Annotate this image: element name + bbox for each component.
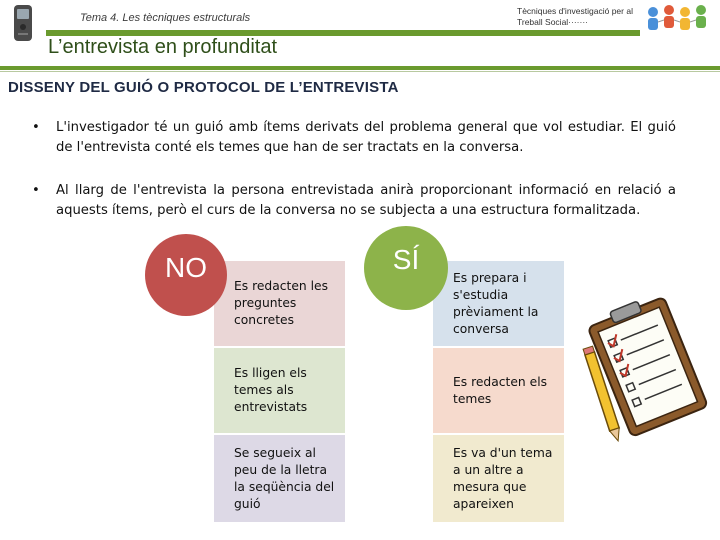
no-item-text: Es lligen els temes als entrevistats (234, 366, 308, 414)
no-item (214, 261, 345, 346)
people-network-icon (643, 2, 717, 38)
bullet-item (32, 118, 676, 158)
si-item (433, 261, 564, 346)
si-item (433, 435, 564, 522)
no-item-text: Es redacten les preguntes concretes (234, 279, 329, 327)
bullet-text: L'investigador té un guió amb ítems derivats del problema general que vol estudiar. El guió de l'entrevista conté els temes que han de ser tractats en la conversa. (56, 120, 676, 155)
page-title: L’entrevista en profunditat (48, 36, 278, 58)
no-badge: NO (145, 234, 227, 316)
section-heading: DISSENY DEL GUIÓ O PROTOCOL DE L’ENTREVISTA (8, 79, 399, 96)
clipboard-checklist-icon (578, 290, 718, 450)
bullet-text: Al llarg de l'entrevista la persona entrevistada anirà proporcionant informació en relació a aquests ítems, però el curs de la conversa no se subjecta a una estructura formalitzada. (56, 183, 676, 218)
course-label: Tècniques d'investigació per al Treball Social······· (517, 6, 633, 27)
si-item-text: Es va d'un tema a un altre a mesura que apareixen (453, 445, 553, 511)
si-item-text: Es prepara i s'estudia prèviament la conversa (453, 270, 539, 336)
bullet-dot-icon: • (32, 120, 40, 135)
si-item-text: Es redacten els temes (453, 374, 548, 406)
chapter-label: Tema 4. Les tècniques estructurals (80, 12, 251, 24)
bullet-item (32, 181, 676, 221)
no-item (214, 435, 345, 522)
title-divider (0, 66, 720, 70)
bullet-dot-icon: • (32, 183, 40, 198)
no-item (214, 348, 345, 433)
si-badge: SÍ (364, 226, 448, 310)
voice-recorder-icon (8, 3, 38, 43)
no-item-text: Se segueix al peu de la lletra la seqüència del guió (234, 445, 335, 511)
title-divider-thin (0, 71, 720, 72)
si-item (433, 348, 564, 433)
